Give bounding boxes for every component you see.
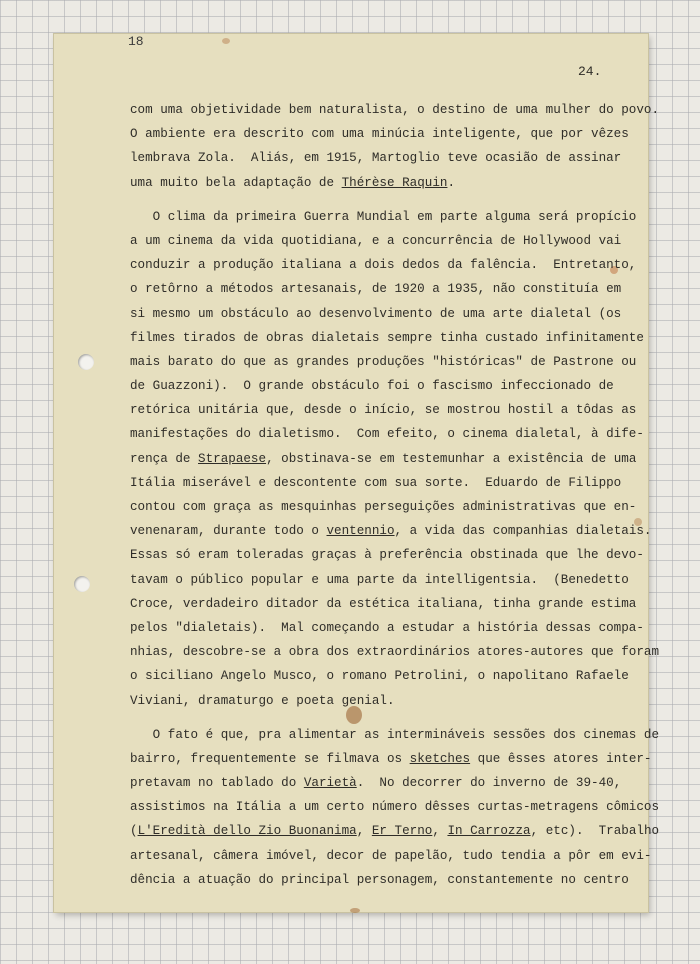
text-run: artesanal, câmera imóvel, decor de papelão, tudo tendia a pôr em evi- <box>130 848 652 863</box>
text-run: Essas só eram toleradas graças à preferência obstinada que lhe devo- <box>130 548 644 563</box>
text-run: O ambiente era descrito com uma minúcia inteligente, que por vêzes <box>130 127 629 142</box>
text-run: o siciliano Angelo Musco, o romano Petrolini, o napolitano Rafaele <box>130 669 629 684</box>
text-line <box>130 398 637 422</box>
text-run: Itália miserável e descontente com sua sorte. Eduardo de Filippo <box>130 475 622 490</box>
underlined-title: L'Eredità dello Zio Buonanima <box>137 824 357 839</box>
text-run: , a vida das companhias dialetais. <box>394 524 652 539</box>
text-line <box>130 229 630 253</box>
text-run: , <box>432 824 448 839</box>
text-run: . <box>447 175 455 190</box>
text-run: lembrava Zola. Aliás, em 1915, Martoglio teve ocasião de assinar <box>130 151 622 166</box>
text-run: venenaram, durante todo o <box>130 524 327 539</box>
text-run: manifestações do dialetismo. Com efeito, o cinema dialetal, à dife- <box>130 427 644 442</box>
text-run: dência a atuação do principal personagem, constantemente no centro <box>130 872 629 887</box>
paragraph-gap <box>130 195 630 205</box>
text-line <box>130 616 644 640</box>
text-line <box>130 205 637 229</box>
text-run: pretavam no tablado do <box>130 776 304 791</box>
text-line <box>130 302 630 326</box>
text-line <box>130 253 637 277</box>
text-line <box>130 664 630 688</box>
text-line <box>130 471 630 495</box>
text-run: tavam o público popular e uma parte da intelligentsia. (Benedetto <box>130 572 629 587</box>
text-line <box>130 568 630 592</box>
text-run: com uma objetividade bem naturalista, o destino de uma mulher do povo. <box>130 103 660 117</box>
underlined-title: ventennio <box>326 524 395 539</box>
underlined-title: Strapaese <box>198 451 267 466</box>
text-run: retórica unitária que, desde o início, se mostrou hostil a tôdas as <box>130 403 637 418</box>
text-run: si mesmo um obstáculo ao desenvolvimento de uma arte dialetal (os <box>130 306 622 321</box>
text-line <box>130 350 637 374</box>
underlined-title: Varietà <box>303 776 357 791</box>
text-run: a um cinema da vida quotidiana, e a concurrência de Hollywood vai <box>130 233 622 248</box>
stain-mark <box>222 38 230 44</box>
text-run: que êsses atores inter- <box>470 751 652 766</box>
body-text <box>130 98 660 892</box>
page-number: 24. <box>578 64 602 79</box>
text-line <box>130 795 660 819</box>
text-line <box>130 592 637 616</box>
text-line <box>130 519 652 543</box>
text-line <box>130 844 652 868</box>
text-line <box>130 723 660 747</box>
text-run: assistimos na Itália a um certo número dêsses curtas-metragens cômicos <box>130 800 660 815</box>
text-run: rença de <box>130 451 199 466</box>
text-run: O clima da primeira Guerra Mundial em parte alguma será propício <box>130 209 637 224</box>
typed-page <box>54 34 660 912</box>
underlined-title: sketches <box>409 751 471 766</box>
underlined-title: In Carrozza <box>447 824 531 839</box>
text-line <box>130 326 644 350</box>
text-run: pelos "dialetais). Mal começando a estudar a história dessas compa- <box>130 620 644 635</box>
text-run: mais barato do que as grandes produções "históricas" de Pastrone ou <box>130 354 637 369</box>
punch-hole <box>78 354 94 370</box>
text-line <box>130 277 630 301</box>
underlined-title: Thérèse Raquin <box>341 175 448 190</box>
text-line <box>130 543 644 567</box>
text-run: , obstinava-se em testemunhar a existência de uma <box>266 451 637 466</box>
folio-number: 18 <box>128 34 144 49</box>
text-line <box>130 689 630 713</box>
text-run: filmes tirados de obras dialetais sempre tinha custado infinitamente <box>130 330 644 345</box>
punch-hole <box>74 576 90 592</box>
text-line <box>130 171 630 195</box>
text-line <box>130 495 637 519</box>
text-run: conduzir a produção italiana a dois dedos da falência. Entretanto, <box>130 258 637 273</box>
text-line <box>130 122 630 146</box>
text-run: , <box>356 824 372 839</box>
text-run: . No decorrer do inverno de 39-40, <box>356 776 622 791</box>
text-line <box>130 819 660 843</box>
text-run: de Guazzoni). O grande obstáculo foi o fascismo infeccionado de <box>130 379 614 394</box>
text-run: o retôrno a métodos artesanais, de 1920 a 1935, não constituía em <box>130 282 622 297</box>
text-line <box>130 422 644 446</box>
text-line <box>130 747 652 771</box>
paragraph-gap <box>130 713 630 723</box>
text-run: bairro, frequentemente se filmava os <box>130 751 410 766</box>
text-line <box>130 771 630 795</box>
text-run: , etc). Trabalho <box>530 824 660 839</box>
text-run: uma muito bela adaptação de <box>130 175 342 190</box>
text-line <box>130 640 660 664</box>
text-run: nhias, descobre-se a obra dos extraordinários atores-autores que foram <box>130 645 660 660</box>
text-line <box>130 98 660 122</box>
text-run: contou com graça as mesquinhas perseguições administrativas que en- <box>130 500 637 514</box>
text-line <box>130 868 630 892</box>
text-run: O fato é que, pra alimentar as intermináveis sessões dos cinemas de <box>130 727 660 742</box>
text-run: ( <box>130 824 138 839</box>
text-line <box>130 447 637 471</box>
text-run: Viviani, dramaturgo e poeta genial. <box>130 693 395 708</box>
text-line <box>130 146 630 170</box>
stain-mark <box>350 908 360 913</box>
text-line <box>130 374 630 398</box>
text-run: Croce, verdadeiro ditador da estética italiana, tinha grande estima <box>130 596 637 611</box>
underlined-title: Er Terno <box>371 824 433 839</box>
